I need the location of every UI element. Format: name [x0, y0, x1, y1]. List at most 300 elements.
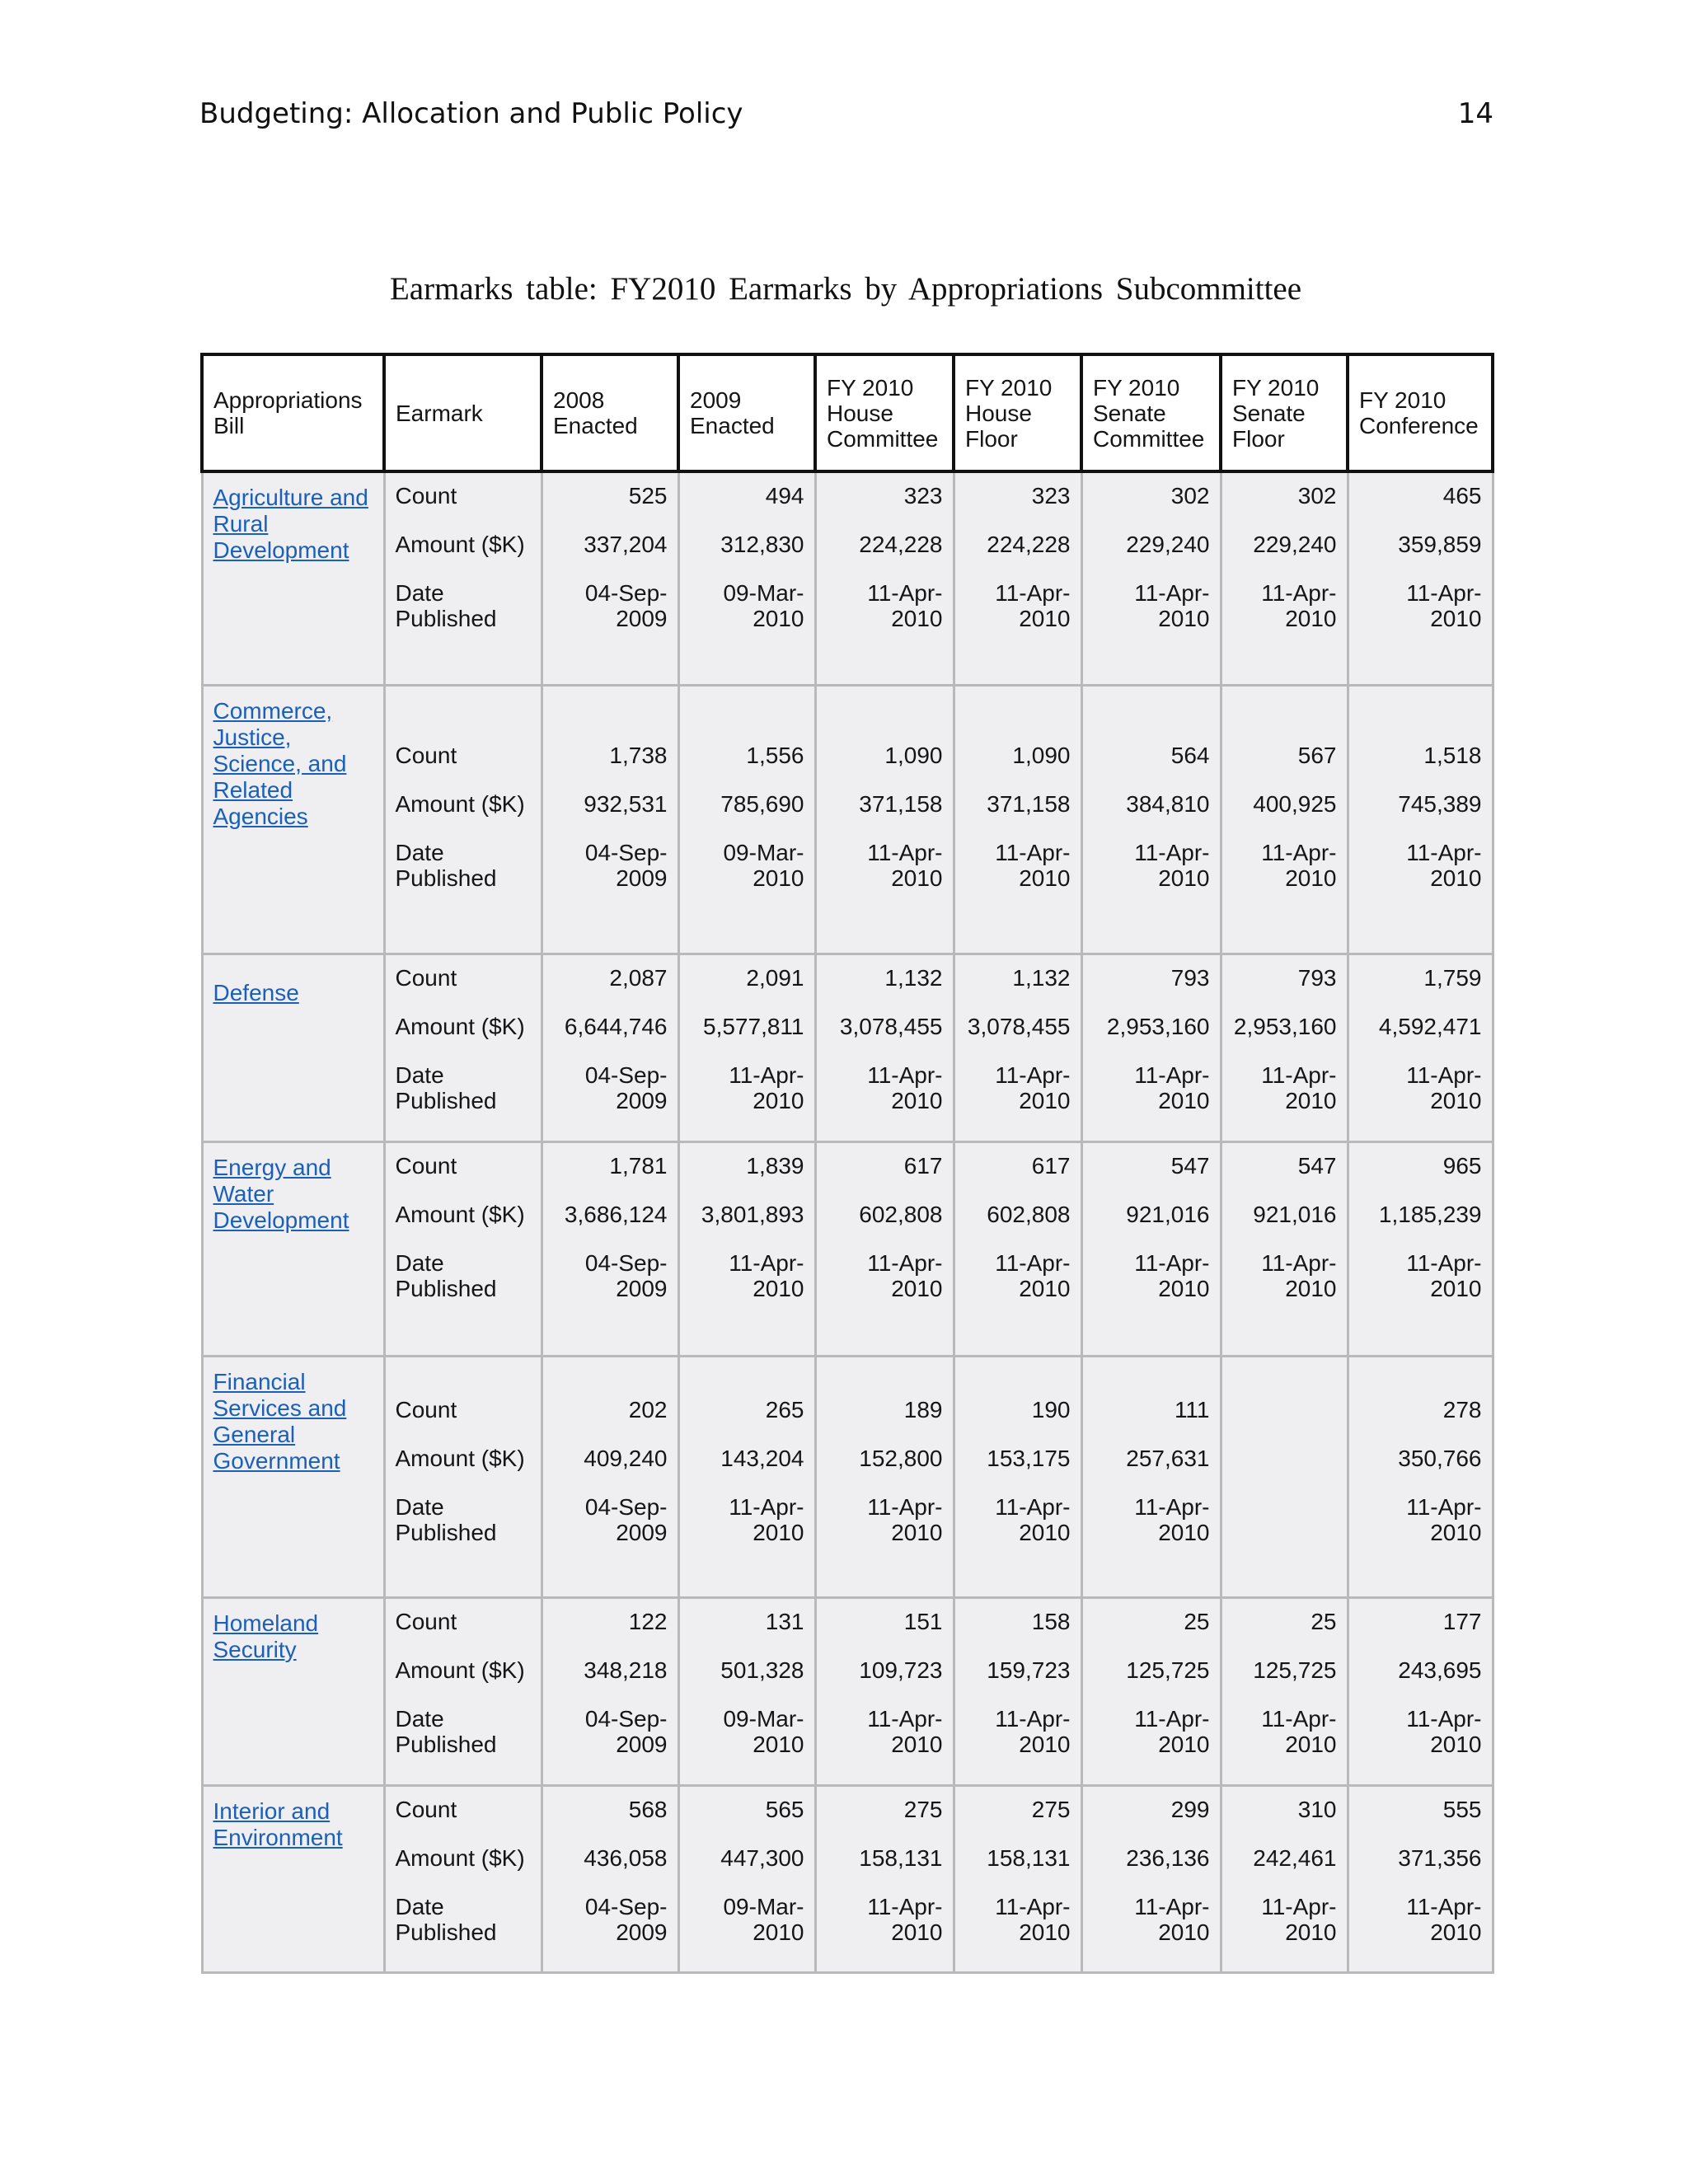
amount-value: 125,725 — [1126, 1657, 1210, 1683]
bill-cell — [202, 1597, 384, 1785]
amount-label: Amount ($K) — [395, 790, 525, 817]
date-value-line: 2010 — [1019, 606, 1071, 631]
value-cell — [678, 1141, 815, 1356]
count-value: 302 — [1297, 483, 1337, 509]
count-value: 1,759 — [1423, 964, 1482, 991]
count-value: 1,132 — [884, 964, 943, 991]
bill-link[interactable] — [204, 687, 383, 830]
count-value: 202 — [628, 1396, 668, 1422]
date-value-line: 2010 — [753, 865, 804, 891]
date-published-value — [1093, 1706, 1210, 1759]
date-value-line: 2010 — [1430, 606, 1482, 631]
count-value: 310 — [1297, 1796, 1337, 1822]
count-value: 547 — [1170, 1152, 1210, 1179]
count-value: 158 — [1031, 1608, 1071, 1634]
value-cell — [542, 685, 678, 954]
date-value-line: 11-Apr- — [995, 1893, 1071, 1919]
bill-link-line: Financial — [213, 1368, 306, 1394]
date-value-line: 2010 — [891, 1275, 943, 1301]
date-label-line: Published — [395, 1919, 497, 1945]
bill-link-line: General — [213, 1421, 296, 1447]
date-label-line: Date — [395, 839, 444, 865]
date-value-line: 2010 — [1430, 1275, 1482, 1301]
date-value-line: 09-Mar- — [723, 580, 804, 606]
date-published-value — [1232, 1062, 1337, 1115]
bill-link-line: Justice, — [213, 724, 292, 750]
count-value: 190 — [1031, 1396, 1071, 1422]
count-value: 278 — [1442, 1396, 1482, 1422]
date-value-line: 2010 — [1158, 1731, 1210, 1757]
date-value-line: 2010 — [753, 1919, 804, 1945]
bill-link-line: Interior and — [213, 1797, 331, 1824]
value-cell — [678, 471, 815, 685]
bill-link[interactable] — [204, 1357, 383, 1474]
value-cell — [542, 954, 678, 1141]
amount-value: 109,723 — [859, 1657, 943, 1683]
column-header-line: Committee — [827, 425, 939, 452]
date-value-line: 09-Mar- — [723, 839, 804, 865]
date-published-value — [965, 840, 1071, 893]
date-label-line: Published — [395, 1275, 497, 1301]
column-header-line: FY 2010 — [965, 374, 1053, 401]
amount-value: 371,158 — [987, 790, 1071, 817]
column-header — [815, 354, 954, 471]
date-value-line: 11-Apr- — [1406, 1249, 1482, 1276]
date-published-label — [396, 580, 531, 633]
table-row — [202, 1141, 1493, 1356]
date-value-line: 11-Apr- — [1406, 1493, 1482, 1520]
date-published-value — [965, 1250, 1071, 1303]
date-value-line: 11-Apr- — [1134, 1249, 1210, 1276]
date-label-line: Date — [395, 1893, 444, 1919]
amount-value: 243,695 — [1398, 1657, 1482, 1683]
amount-value: 4,592,471 — [1378, 1013, 1482, 1039]
value-cell — [1221, 1141, 1348, 1356]
date-value-line: 04-Sep- — [584, 580, 668, 606]
bill-link[interactable] — [204, 1143, 383, 1234]
date-published-value — [553, 840, 668, 893]
date-value-line: 2010 — [1019, 1275, 1071, 1301]
amount-value: 158,131 — [987, 1844, 1071, 1871]
amount-value: 159,723 — [987, 1657, 1071, 1683]
amount-value: 224,228 — [987, 532, 1071, 557]
amount-value: 158,131 — [859, 1844, 943, 1871]
bill-link-line: Agencies — [213, 803, 308, 829]
amount-value: 400,925 — [1253, 790, 1337, 817]
date-value-line: 11-Apr- — [1134, 1705, 1210, 1732]
date-published-value — [965, 1894, 1071, 1947]
date-published-value — [1232, 1894, 1337, 1947]
count-value: 275 — [903, 1796, 943, 1822]
amount-value: 921,016 — [1126, 1201, 1210, 1227]
date-value-line: 11-Apr- — [1406, 839, 1482, 865]
amount-value: 153,175 — [987, 1445, 1071, 1471]
count-value: 793 — [1297, 964, 1337, 991]
date-value-line: 2010 — [753, 1519, 804, 1545]
date-value-line: 2010 — [891, 1519, 943, 1545]
bill-link[interactable] — [204, 1787, 383, 1851]
earmark-label-cell — [384, 1141, 542, 1356]
value-cell — [1221, 1356, 1348, 1597]
date-published-value — [1359, 1494, 1482, 1547]
amount-value: 785,690 — [720, 790, 804, 817]
value-cell — [954, 685, 1081, 954]
bill-cell — [202, 954, 384, 1141]
column-header-line: Enacted — [553, 413, 638, 438]
date-value-line: 09-Mar- — [723, 1893, 804, 1919]
date-published-label — [396, 1706, 531, 1759]
count-value: 525 — [628, 483, 668, 509]
date-label-line: Date — [395, 1249, 444, 1276]
column-header-line: Conference — [1359, 413, 1479, 438]
count-value: 2,091 — [746, 964, 804, 991]
count-value: 25 — [1311, 1608, 1337, 1634]
date-value-line: 2009 — [616, 1731, 668, 1757]
table-row — [202, 1785, 1493, 1972]
count-value: 555 — [1442, 1796, 1482, 1822]
date-value-line: 11-Apr- — [1261, 1062, 1337, 1088]
value-cell — [542, 1785, 678, 1972]
date-value-line: 2010 — [1158, 1919, 1210, 1945]
date-value-line: 04-Sep- — [584, 1062, 668, 1088]
count-value: 131 — [765, 1608, 804, 1634]
date-value-line: 2010 — [891, 1087, 943, 1113]
value-cell — [954, 1356, 1081, 1597]
column-header-line: Bill — [213, 413, 245, 438]
column-header-line: House — [827, 400, 893, 426]
date-value-line: 11-Apr- — [729, 1249, 804, 1276]
page-number: 14 — [1457, 97, 1493, 130]
date-value-line: 11-Apr- — [867, 1062, 943, 1088]
bill-link-line: Development — [213, 1207, 349, 1233]
date-label-line: Date — [395, 1493, 444, 1520]
value-cell — [1348, 1785, 1493, 1972]
count-value: 122 — [628, 1608, 668, 1634]
table-row — [202, 954, 1493, 1141]
amount-value: 2,953,160 — [1106, 1013, 1210, 1039]
column-header — [1081, 354, 1221, 471]
date-value-line: 2010 — [753, 1275, 804, 1301]
column-header-line: Earmark — [396, 400, 483, 426]
earmarks-table — [200, 353, 1494, 1974]
date-published-value — [827, 840, 943, 893]
value-cell — [815, 685, 954, 954]
column-header-line: Floor — [1232, 425, 1285, 452]
amount-value: 359,859 — [1398, 532, 1482, 557]
count-label: Count — [395, 1396, 457, 1422]
value-cell — [1221, 1597, 1348, 1785]
column-header-line: Senate — [1232, 400, 1306, 426]
value-cell — [815, 954, 954, 1141]
date-value-line: 11-Apr- — [867, 1893, 943, 1919]
value-cell — [815, 471, 954, 685]
date-published-value — [690, 580, 804, 633]
date-value-line: 2009 — [616, 1519, 668, 1545]
count-value: 323 — [1031, 483, 1071, 509]
column-header — [678, 354, 815, 471]
date-label-line: Published — [395, 865, 497, 891]
date-value-line: 2010 — [1019, 1919, 1071, 1945]
column-header-line: 2008 — [553, 387, 605, 413]
bill-link[interactable] — [204, 473, 383, 564]
amount-value: 1,185,239 — [1378, 1201, 1482, 1227]
date-value-line: 2010 — [1285, 1087, 1337, 1113]
value-cell — [678, 1356, 815, 1597]
value-cell — [1081, 471, 1221, 685]
amount-value: 501,328 — [720, 1657, 804, 1683]
count-value: 177 — [1442, 1608, 1482, 1634]
date-published-value — [1093, 1494, 1210, 1547]
count-value: 568 — [628, 1796, 668, 1822]
value-cell — [1081, 1785, 1221, 1972]
date-published-value — [690, 1706, 804, 1759]
date-published-value — [965, 1706, 1071, 1759]
count-value: 565 — [765, 1796, 804, 1822]
value-cell — [954, 1785, 1081, 1972]
count-label: Count — [395, 1796, 457, 1822]
date-published-value — [690, 1894, 804, 1947]
date-published-value — [1093, 1250, 1210, 1303]
value-cell — [1221, 1785, 1348, 1972]
bill-link-line: Energy and — [213, 1154, 331, 1180]
count-label: Count — [395, 1608, 457, 1634]
count-value: 465 — [1442, 483, 1482, 509]
value-cell — [1348, 1597, 1493, 1785]
date-value-line: 2010 — [1019, 1087, 1071, 1113]
column-header-line: FY 2010 — [827, 374, 914, 401]
date-value-line: 2010 — [1430, 1919, 1482, 1945]
date-value-line: 11-Apr- — [1261, 839, 1337, 865]
bill-cell — [202, 685, 384, 954]
count-value: 2,087 — [609, 964, 668, 991]
earmark-label-cell — [384, 685, 542, 954]
column-header-line: Committee — [1093, 425, 1205, 452]
date-value-line: 11-Apr- — [729, 1493, 804, 1520]
date-value-line: 11-Apr- — [867, 839, 943, 865]
date-published-value — [1093, 1894, 1210, 1947]
date-value-line: 11-Apr- — [867, 580, 943, 606]
date-value-line: 2010 — [1430, 1731, 1482, 1757]
value-cell — [815, 1785, 954, 1972]
amount-value: 312,830 — [720, 532, 804, 557]
date-value-line: 11-Apr- — [995, 1705, 1071, 1732]
date-published-value — [1359, 1894, 1482, 1947]
value-cell — [1221, 471, 1348, 685]
date-published-value — [1232, 1250, 1337, 1303]
running-header — [199, 97, 1493, 138]
bill-link-line: Services and — [213, 1394, 347, 1421]
bill-link-line: Environment — [213, 1824, 343, 1850]
bill-link[interactable] — [204, 955, 383, 1006]
value-cell — [1348, 1141, 1493, 1356]
amount-value: 3,078,455 — [967, 1013, 1071, 1039]
date-label-line: Date — [395, 1062, 444, 1088]
count-value: 617 — [1031, 1152, 1071, 1179]
value-cell — [1081, 1141, 1221, 1356]
count-value: 151 — [903, 1608, 943, 1634]
amount-label: Amount ($K) — [395, 532, 525, 557]
amount-label: Amount ($K) — [395, 1201, 525, 1227]
column-header-line: Floor — [965, 425, 1018, 452]
value-cell — [542, 471, 678, 685]
date-published-value — [827, 1062, 943, 1115]
amount-value: 3,686,124 — [564, 1201, 668, 1227]
date-published-value — [553, 1062, 668, 1115]
earmark-label-cell — [384, 1597, 542, 1785]
value-cell — [1348, 954, 1493, 1141]
date-published-label — [396, 1494, 531, 1547]
date-value-line: 11-Apr- — [1134, 1493, 1210, 1520]
amount-value: 447,300 — [720, 1844, 804, 1871]
date-published-value — [553, 580, 668, 633]
date-published-value — [1232, 840, 1337, 893]
date-published-value — [1093, 1062, 1210, 1115]
bill-link-line: Homeland — [213, 1610, 319, 1636]
date-value-line: 04-Sep- — [584, 1705, 668, 1732]
amount-value: 436,058 — [584, 1844, 668, 1871]
count-value: 323 — [903, 483, 943, 509]
date-published-value — [827, 1894, 943, 1947]
earmark-label-cell — [384, 1785, 542, 1972]
date-value-line: 11-Apr- — [995, 839, 1071, 865]
column-header-line: Enacted — [690, 413, 775, 438]
date-value-line: 11-Apr- — [1406, 1893, 1482, 1919]
bill-cell — [202, 1785, 384, 1972]
running-title: Budgeting: Allocation and Public Policy — [199, 97, 743, 130]
date-label-line: Published — [395, 1731, 497, 1757]
amount-value: 350,766 — [1398, 1445, 1482, 1471]
date-value-line: 11-Apr- — [1134, 1893, 1210, 1919]
date-value-line: 2009 — [616, 606, 668, 631]
date-published-value — [965, 580, 1071, 633]
amount-value: 384,810 — [1126, 790, 1210, 817]
count-label: Count — [395, 1152, 457, 1179]
date-published-value — [690, 1250, 804, 1303]
amount-value: 409,240 — [584, 1445, 668, 1471]
date-value-line: 11-Apr- — [1406, 1062, 1482, 1088]
amount-value: 242,461 — [1253, 1844, 1337, 1871]
column-header-line: FY 2010 — [1232, 374, 1320, 401]
date-published-value — [1359, 580, 1482, 633]
date-value-line: 04-Sep- — [584, 1493, 668, 1520]
date-label-line: Date — [395, 1705, 444, 1732]
amount-value: 6,644,746 — [564, 1013, 668, 1039]
column-header — [384, 354, 542, 471]
date-value-line: 2010 — [1430, 1087, 1482, 1113]
column-header-line: Senate — [1093, 400, 1166, 426]
date-value-line: 2010 — [891, 606, 943, 631]
column-header — [1348, 354, 1493, 471]
date-published-value — [1359, 1062, 1482, 1115]
table-row — [202, 1597, 1493, 1785]
count-value: 1,132 — [1012, 964, 1071, 991]
earmark-label-cell — [384, 471, 542, 685]
value-cell — [815, 1597, 954, 1785]
date-value-line: 11-Apr- — [1261, 1705, 1337, 1732]
date-value-line: 2010 — [1430, 1519, 1482, 1545]
bill-link[interactable] — [204, 1599, 383, 1663]
date-value-line: 11-Apr- — [995, 1493, 1071, 1520]
date-value-line: 2010 — [753, 606, 804, 631]
count-label: Count — [395, 964, 457, 991]
date-value-line: 2010 — [1285, 1275, 1337, 1301]
date-value-line: 11-Apr- — [1134, 839, 1210, 865]
date-value-line: 11-Apr- — [1261, 580, 1337, 606]
count-value: 793 — [1170, 964, 1210, 991]
amount-value: 337,204 — [584, 532, 668, 557]
date-label-line: Published — [395, 1519, 497, 1545]
value-cell — [678, 1785, 815, 1972]
date-value-line: 11-Apr- — [867, 1249, 943, 1276]
date-published-value — [690, 840, 804, 893]
date-value-line: 11-Apr- — [995, 580, 1071, 606]
date-published-value — [827, 1494, 943, 1547]
date-value-line: 2010 — [891, 1919, 943, 1945]
count-value: 494 — [765, 483, 804, 509]
amount-label: Amount ($K) — [395, 1844, 525, 1871]
count-value: 567 — [1297, 742, 1337, 768]
count-value: 564 — [1170, 742, 1210, 768]
date-published-value — [553, 1494, 668, 1547]
amount-value: 5,577,811 — [703, 1013, 804, 1039]
value-cell — [542, 1356, 678, 1597]
value-cell — [1348, 685, 1493, 954]
amount-value: 745,389 — [1398, 790, 1482, 817]
bill-cell — [202, 1141, 384, 1356]
count-value: 1,090 — [884, 742, 943, 768]
date-published-value — [1093, 840, 1210, 893]
date-value-line: 11-Apr- — [1134, 1062, 1210, 1088]
table-row — [202, 685, 1493, 954]
date-label-line: Published — [395, 606, 497, 631]
amount-value: 224,228 — [859, 532, 943, 557]
amount-value: 932,531 — [584, 790, 668, 817]
date-published-value — [827, 1250, 943, 1303]
bill-link-line: Development — [213, 537, 349, 563]
column-header-line: FY 2010 — [1359, 387, 1447, 413]
date-published-value — [1093, 580, 1210, 633]
date-label-line: Published — [395, 1087, 497, 1113]
value-cell — [1081, 1597, 1221, 1785]
bill-link-line: Defense — [213, 979, 299, 1005]
date-value-line: 04-Sep- — [584, 839, 668, 865]
value-cell — [1348, 471, 1493, 685]
date-value-line: 11-Apr- — [1134, 580, 1210, 606]
date-published-value — [1359, 1250, 1482, 1303]
date-value-line: 11-Apr- — [1406, 1705, 1482, 1732]
value-cell — [678, 954, 815, 1141]
date-published-value — [965, 1062, 1071, 1115]
bill-link-line: Government — [213, 1447, 340, 1474]
date-published-label — [396, 1894, 531, 1947]
earmark-label-cell — [384, 954, 542, 1141]
count-value: 617 — [903, 1152, 943, 1179]
amount-value: 921,016 — [1253, 1201, 1337, 1227]
date-value-line: 2010 — [1019, 1731, 1071, 1757]
amount-value: 229,240 — [1253, 532, 1337, 557]
date-published-label — [396, 1062, 531, 1115]
column-header — [1221, 354, 1348, 471]
date-published-value — [1232, 580, 1337, 633]
count-label: Count — [395, 742, 457, 768]
bill-link-line: Commerce, — [213, 697, 333, 724]
earmark-label-cell — [384, 1356, 542, 1597]
date-published-value — [1359, 1706, 1482, 1759]
date-value-line: 2010 — [891, 1731, 943, 1757]
value-cell — [815, 1141, 954, 1356]
amount-value: 236,136 — [1126, 1844, 1210, 1871]
column-header — [542, 354, 678, 471]
